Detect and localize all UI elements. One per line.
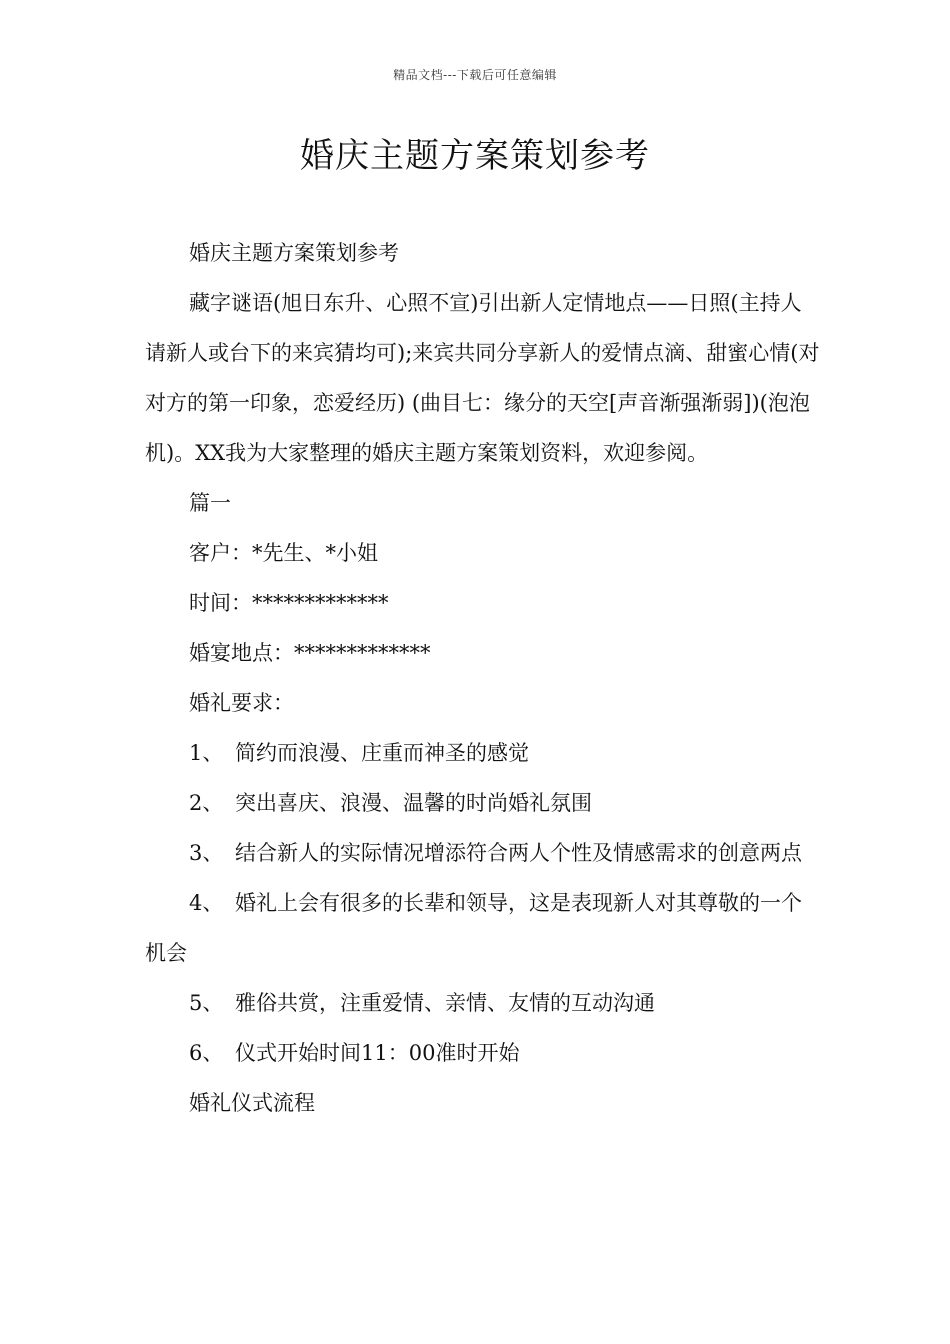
requirement-number: 2、 bbox=[189, 791, 224, 815]
requirement-item bbox=[145, 778, 820, 828]
intro-paragraph: 藏字谜语(旭日东升、心照不宣)引出新人定情地点——日照(主持人请新人或台下的来宾猜均可);来宾共同分享新人的爱情点滴、甜蜜心情(对对方的第一印象，恋爱经历) (曲目七：缘分的天空[声音渐强渐弱])(泡泡机)。XX我为大家整理的婚庆主题方案策划资料，欢迎参阅。 bbox=[145, 291, 820, 465]
requirement-text: 突出喜庆、浪漫、温馨的时尚婚礼氛围 bbox=[235, 791, 592, 815]
intro-heading: 婚庆主题方案策划参考 bbox=[189, 241, 399, 265]
requirement-item bbox=[145, 828, 820, 878]
requirement-text: 简约而浪漫、庄重而神圣的感觉 bbox=[235, 741, 529, 765]
section-heading: 婚礼仪式流程 bbox=[189, 1091, 315, 1115]
venue-line: 婚宴地点：************* bbox=[189, 641, 431, 665]
requirement-item bbox=[145, 1028, 820, 1078]
document-body bbox=[145, 228, 820, 1128]
requirement-number: 3、 bbox=[189, 841, 224, 865]
requirement-text: 雅俗共赏，注重爱情、亲情、友情的互动沟通 bbox=[235, 991, 655, 1015]
requirement-number: 1、 bbox=[189, 741, 224, 765]
time-line: 时间：************* bbox=[189, 591, 389, 615]
client-line: 客户：*先生、*小姐 bbox=[189, 541, 378, 565]
document-title: 婚庆主题方案策划参考 bbox=[300, 136, 650, 176]
chapter-label: 篇一 bbox=[189, 491, 231, 515]
requirement-number: 4、 bbox=[189, 891, 224, 915]
requirement-number: 5、 bbox=[189, 991, 224, 1015]
requirement-number: 6、 bbox=[189, 1041, 224, 1065]
requirements-heading: 婚礼要求： bbox=[189, 691, 294, 715]
requirement-text: 结合新人的实际情况增添符合两人个性及情感需求的创意两点 bbox=[235, 841, 802, 865]
requirement-item bbox=[145, 878, 820, 978]
requirement-text: 婚礼上会有很多的长辈和领导，这是表现新人对其尊敬的一个机会 bbox=[145, 891, 802, 965]
requirement-item bbox=[145, 978, 820, 1028]
requirement-item bbox=[145, 728, 820, 778]
header-note: 精品文档---下载后可任意编辑 bbox=[393, 68, 557, 82]
requirement-text: 仪式开始时间11：00准时开始 bbox=[235, 1041, 520, 1065]
